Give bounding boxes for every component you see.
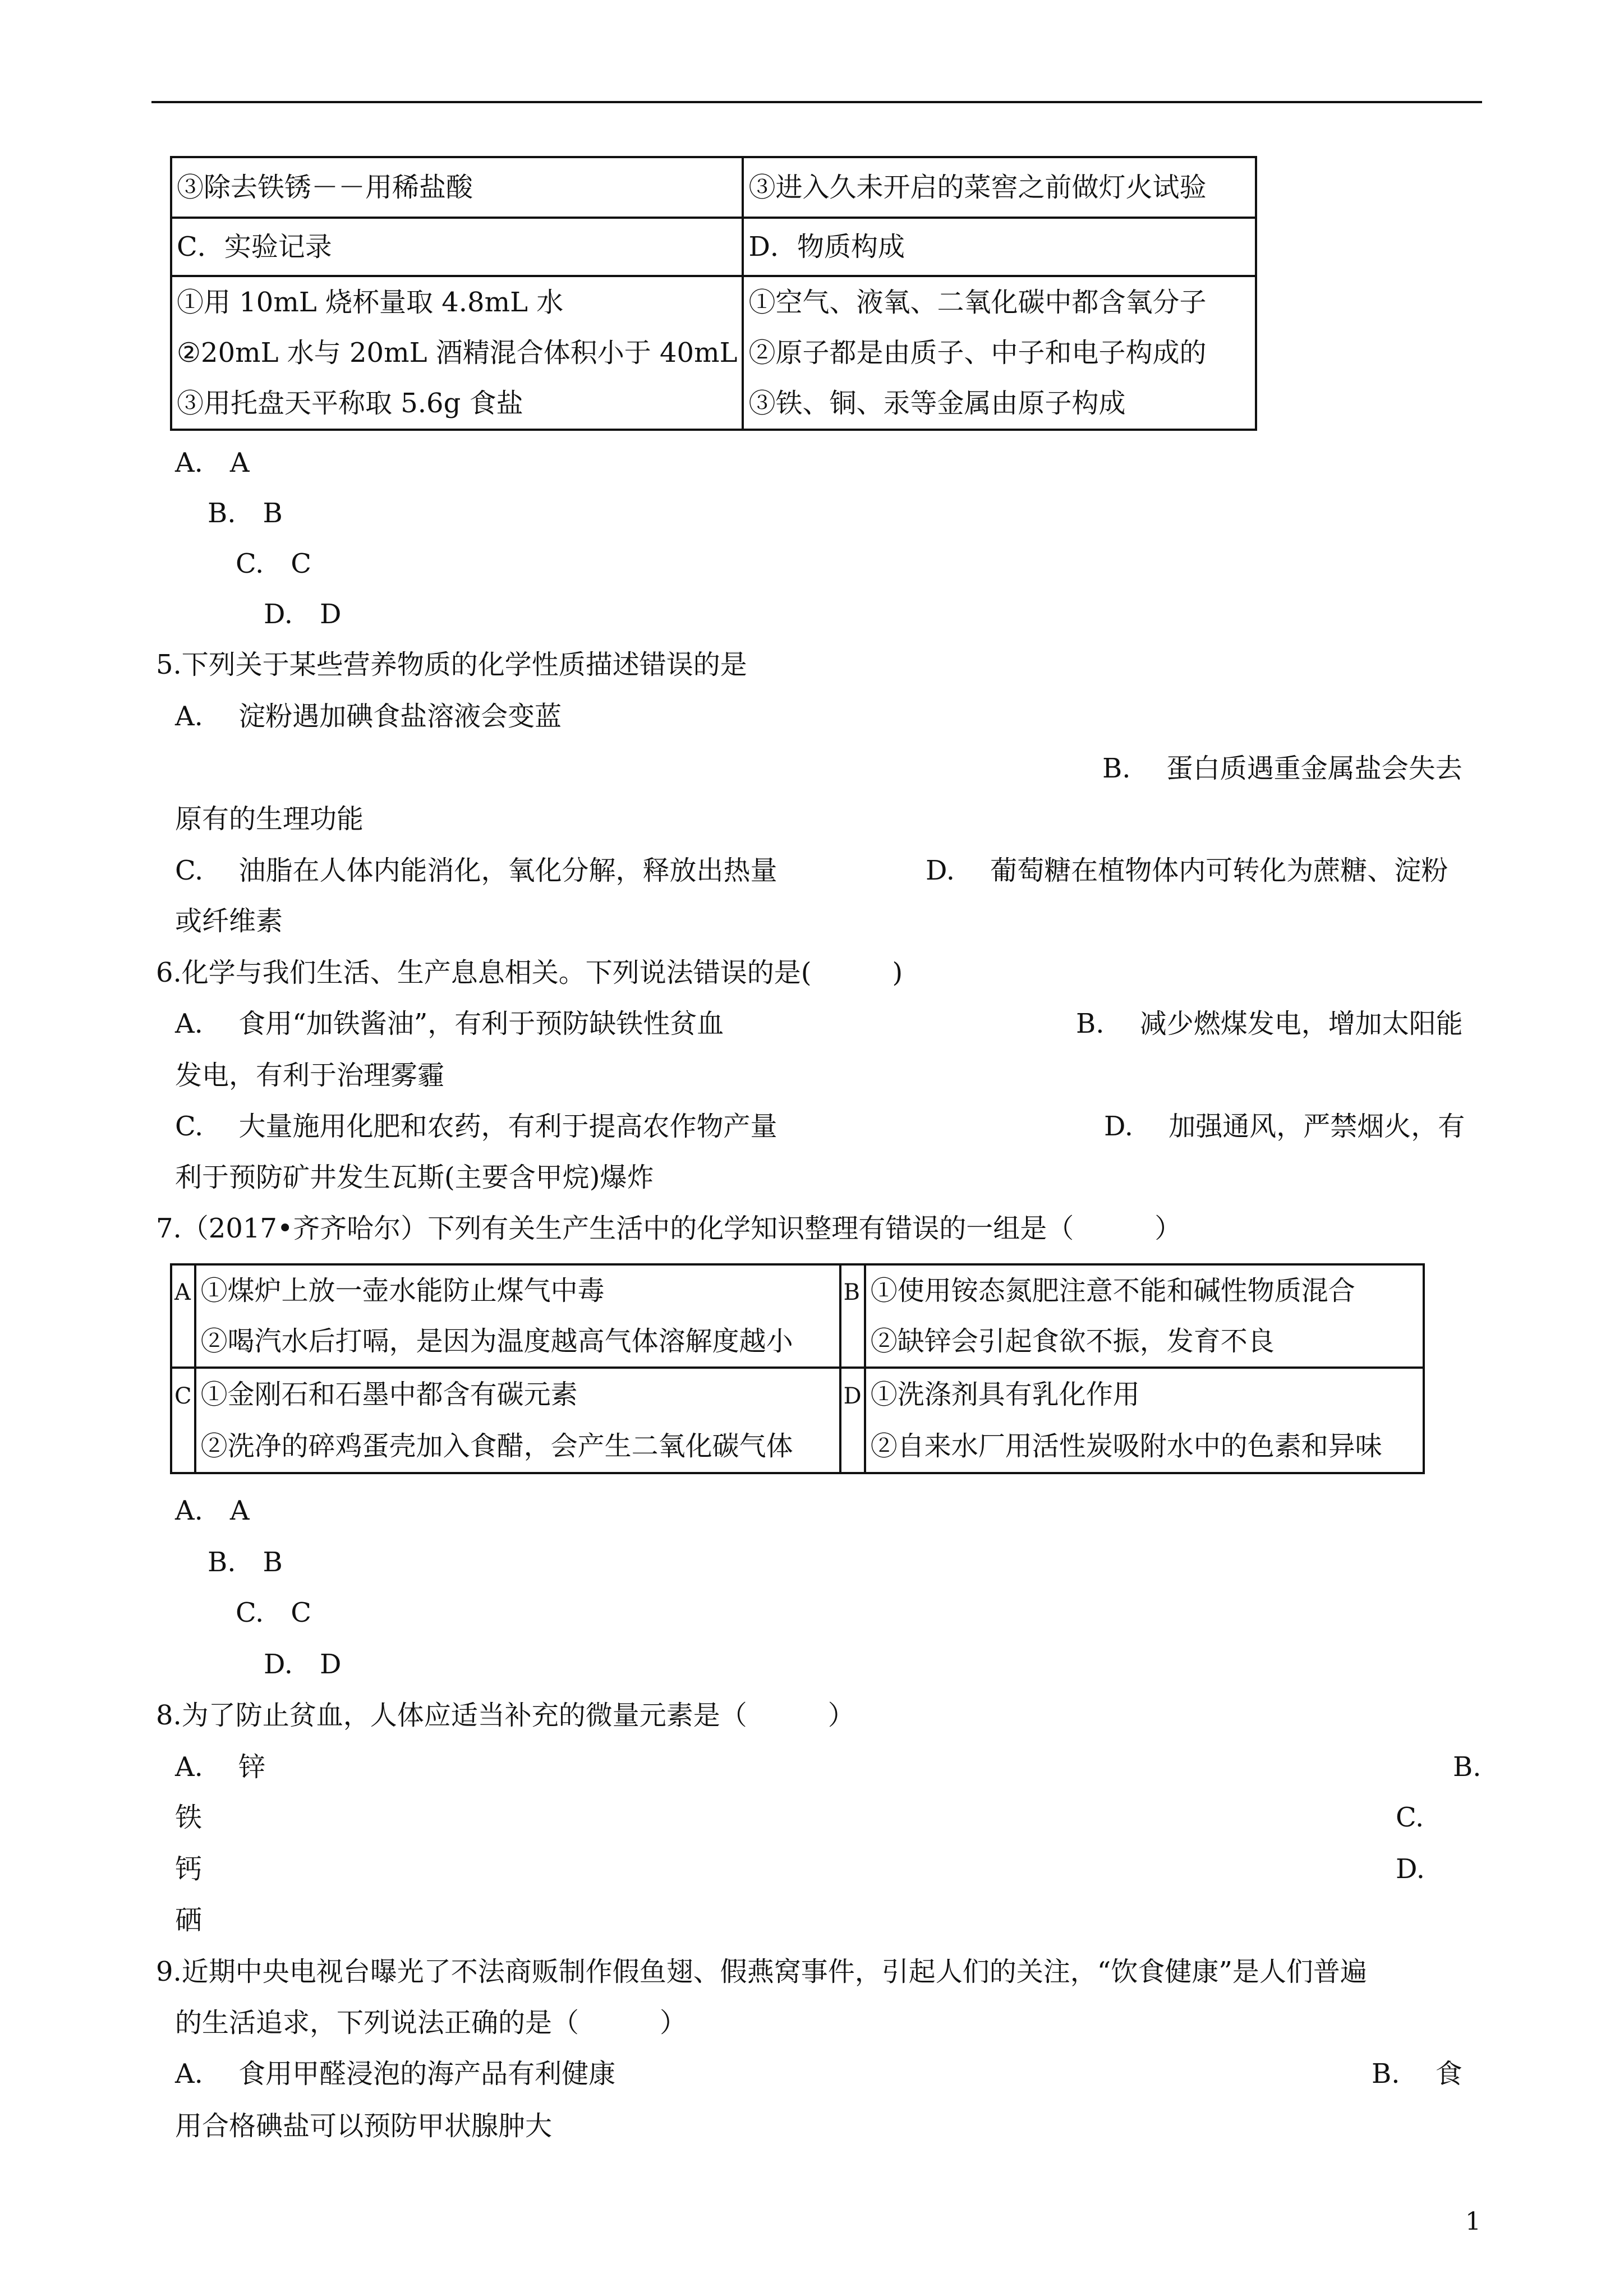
q5-option-b-cont: 原有的生理功能 [175, 803, 364, 835]
q4-option-a: A. A [175, 447, 250, 478]
header-rule [151, 101, 1482, 103]
q6-option-c: C. 大量施用化肥和农药，有利于提高农作物产量 [175, 1111, 778, 1142]
table-cell: ③除去铁锈－－用稀盐酸 [171, 157, 743, 218]
q7-option-a: A. A [175, 1495, 250, 1526]
q8-option-a: A. 锌 [175, 1751, 266, 1783]
q5-option-a: A. 淀粉遇加碘食盐溶液会变蓝 [175, 701, 562, 732]
q5-option-c: C. 油脂在人体内能消化，氧化分解，释放出热量 [175, 855, 778, 886]
table-cell: D．物质构成 [743, 218, 1256, 276]
q8-stem: 8.为了防止贫血，人体应适当补充的微量元素是（ ） [156, 1700, 855, 1731]
table-row [171, 1264, 1424, 1368]
q5-option-b: B. 蛋白质遇重金属盐会失去 [1102, 753, 1462, 784]
table-row [171, 218, 1256, 276]
table-row [171, 157, 1256, 218]
table-row [171, 276, 1256, 430]
q8-option-c: C. [1396, 1802, 1424, 1833]
table-cell: ③进入久未开启的菜窖之前做灯火试验 [743, 157, 1256, 218]
q4-option-c: C. C [236, 548, 312, 579]
table-cell: ①洗涤剂具有乳化作用 ②自来水厂用活性炭吸附水中的色素和异味 [865, 1368, 1424, 1473]
table-cell: ①使用铵态氮肥注意不能和碱性物质混合 ②缺锌会引起食欲不振，发育不良 [865, 1264, 1424, 1368]
table-cell: C．实验记录 [171, 218, 743, 276]
page-number: 1 [1465, 2207, 1481, 2236]
q9-option-a: A. 食用甲醛浸泡的海产品有利健康 [175, 2058, 616, 2090]
q9-option-b-cont: 用合格碘盐可以预防甲状腺肿大 [175, 2110, 553, 2142]
table-cell: ①用 10mL 烧杯量取 4.8mL 水 ②20mL 水与 20mL 酒精混合体积小于 40mL ③用托盘天平称取 5.6g 食盐 [171, 276, 743, 430]
q5-option-d-cont: 或纤维素 [175, 905, 283, 937]
q4-option-d: D. D [264, 599, 342, 630]
q7-option-b: B. B [208, 1547, 283, 1578]
table-cell-tag: B [840, 1264, 865, 1368]
q7-table [170, 1263, 1425, 1474]
q5-option-d: D. 葡萄糖在植物体内可转化为蔗糖、淀粉 [926, 855, 1448, 886]
table-cell: ①煤炉上放一壶水能防止煤气中毒 ②喝汽水后打嗝，是因为温度越高气体溶解度越小 [195, 1264, 840, 1368]
q9-option-b: B. 食 [1372, 2058, 1462, 2090]
q8-option-b: B. [1453, 1751, 1482, 1783]
q9-stem: 9.近期中央电视台曝光了不法商贩制作假鱼翅、假燕窝事件，引起人们的关注，“饮食健康”是人们普遍 [156, 1956, 1367, 1987]
q7-stem: 7.（2017•齐齐哈尔）下列有关生产生活中的化学知识整理有错误的一组是（ ） [156, 1213, 1182, 1244]
q7-option-c: C. C [236, 1597, 312, 1628]
table-cell: ①金刚石和石墨中都含有碳元素 ②洗净的碎鸡蛋壳加入食醋，会产生二氧化碳气体 [195, 1368, 840, 1473]
q6-option-d-cont: 利于预防矿井发生瓦斯(主要含甲烷)爆炸 [175, 1162, 654, 1193]
q5-stem: 5.下列关于某些营养物质的化学性质描述错误的是 [156, 649, 747, 680]
table-cell-tag: D [840, 1368, 865, 1473]
table-cell-tag: A [171, 1264, 195, 1368]
table-cell: ①空气、液氧、二氧化碳中都含氧分子 ②原子都是由质子、中子和电子构成的 ③铁、铜、汞等金属由原子构成 [743, 276, 1256, 430]
q6-option-a: A. 食用“加铁酱油”，有利于预防缺铁性贫血 [175, 1008, 724, 1039]
q6-option-d: D. 加强通风，严禁烟火，有 [1104, 1111, 1465, 1142]
q4-table [170, 156, 1257, 431]
q6-stem: 6.化学与我们生活、生产息息相关。下列说法错误的是( ) [156, 957, 903, 988]
q9-stem-cont: 的生活追求，下列说法正确的是（ ） [175, 2007, 687, 2039]
q4-option-b: B. B [208, 498, 283, 529]
q7-option-d: D. D [264, 1649, 342, 1680]
table-row [171, 1368, 1424, 1473]
table-cell-tag: C [171, 1368, 195, 1473]
q6-option-b-cont: 发电，有利于治理雾霾 [175, 1060, 445, 1091]
q8-option-b-cont: 铁 [175, 1802, 203, 1833]
q6-option-b: B. 减少燃煤发电，增加太阳能 [1076, 1008, 1463, 1039]
q8-option-d: D. [1396, 1853, 1425, 1885]
q8-option-d-cont: 硒 [175, 1904, 203, 1936]
q8-option-c-cont: 钙 [175, 1853, 203, 1885]
